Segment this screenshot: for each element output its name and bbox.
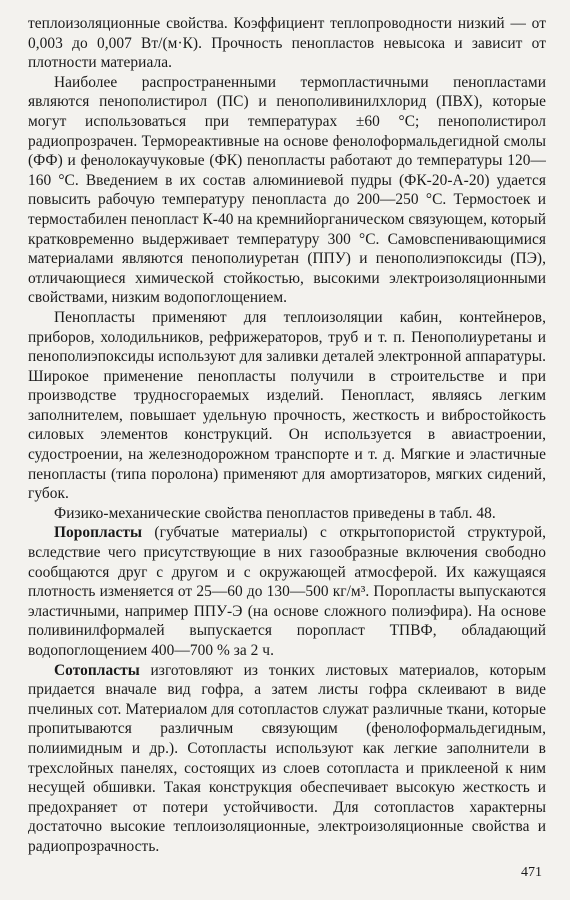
paragraph-5	[28, 523, 546, 660]
paragraph-6	[28, 661, 546, 857]
paragraph-5-term: Поропласты	[54, 524, 143, 542]
paragraph-4-text: Физико-механические свойства пенопластов приведены в табл. 48.	[54, 504, 496, 522]
paragraph-3-text: Пенопласты применяют для теплоизоляции кабин, контейнеров, приборов, холодильников, рефрижераторов, труб и т. п. Пенополиуретаны и пенополиэпоксиды используют для заливки деталей электронной аппаратуры. Широкое применение пенопласты получили в строительстве и при производстве трудносгораемых изделий. Пенопласт, являясь легким заполнителем, повышает удельную прочность, жесткость и вибростойкость силовых элементов конструкций. Он используется в авиастроении, судостроении, на железнодорожном транспорте и т. д. Мягкие и эластичные пенопласты (типа поролона) применяют для амортизаторов, мягких сидений, губок.	[28, 308, 546, 503]
paragraph-1-text: теплоизоляционные свойства. Коэффициент теплопроводности низкий — от 0,003 до 0,007 Вт/(м·К). Прочность пенопластов невысока и зависит от плотности материала.	[28, 15, 546, 72]
paragraph-6-text: изготовляют из тонких листовых материалов, которым придается вначале вид гофра, а затем листы гофра склеивают в виде пчелиных сот. Материалом для сотопластов служат различные ткани, которые пропитываются различным связующим (фенолоформальдегидным, полиимидным и др.). Сотопласты используют как легкие заполнители в трехслойных панелях, состоящих из слоев сотопласта и приклееной к ним несущей обшивки. Такая конструкция обеспечивает высокую жесткость и предохраняет от потери устойчивости. Для сотопластов характерны достаточно высокие теплоизоляционные, электроизоляционные свойства и радиопрозрачность.	[28, 661, 546, 855]
paragraph-2	[28, 73, 546, 308]
paragraph-3	[28, 308, 546, 504]
paragraph-5-text: (губчатые материалы) с открытопористой структурой, вследствие чего присутствующие в них газообразные включения свободно сообщаются друг с другом и с окружающей атмосферой. Их кажущаяся плотность изменяется от 25—60 до 130—500 кг/м³. Поропласты выпускаются эластичными, например ППУ-Э (на основе сложного полиэфира). На основе поливинилформалей выпускается поропласт ТПВФ, обладающий водопоглощением 400—700 % за 2 ч.	[28, 524, 546, 659]
body-text	[28, 14, 546, 857]
paragraph-6-term: Сотопласты	[54, 661, 140, 679]
paragraph-2-text: Наиболее распространенными термопластичными пенопластами являются пенополистирол (ПС) и пенополивинилхлорид (ПВХ), которые могут использоваться при температурах ±60 °С; пенополистирол радиопрозрачен. Термореактивные на основе фенолоформальдегидной смолы (ФФ) и фенолокаучуковые (ФК) пенопласты работают до температуры 120—160 °С. Введением в их состав алюминиевой пудры (ФК-20-А-20) удается повысить рабочую температуру пенопласта до 200—250 °С. Термостоек и термостабилен пенопласт К-40 на кремнийорганическом связующем, который кратковременно выдерживает температуру 300 °С. Самовспенивающимися материалами являются пенополиуретан (ППУ) и пенополиэпоксиды (ПЭ), отличающиеся химической стойкостью, высокими электроизоляционными свойствами, низким водопоглощением.	[28, 73, 546, 307]
paragraph-4	[28, 504, 546, 524]
page-number: 471	[521, 865, 542, 880]
paragraph-1	[28, 14, 546, 73]
